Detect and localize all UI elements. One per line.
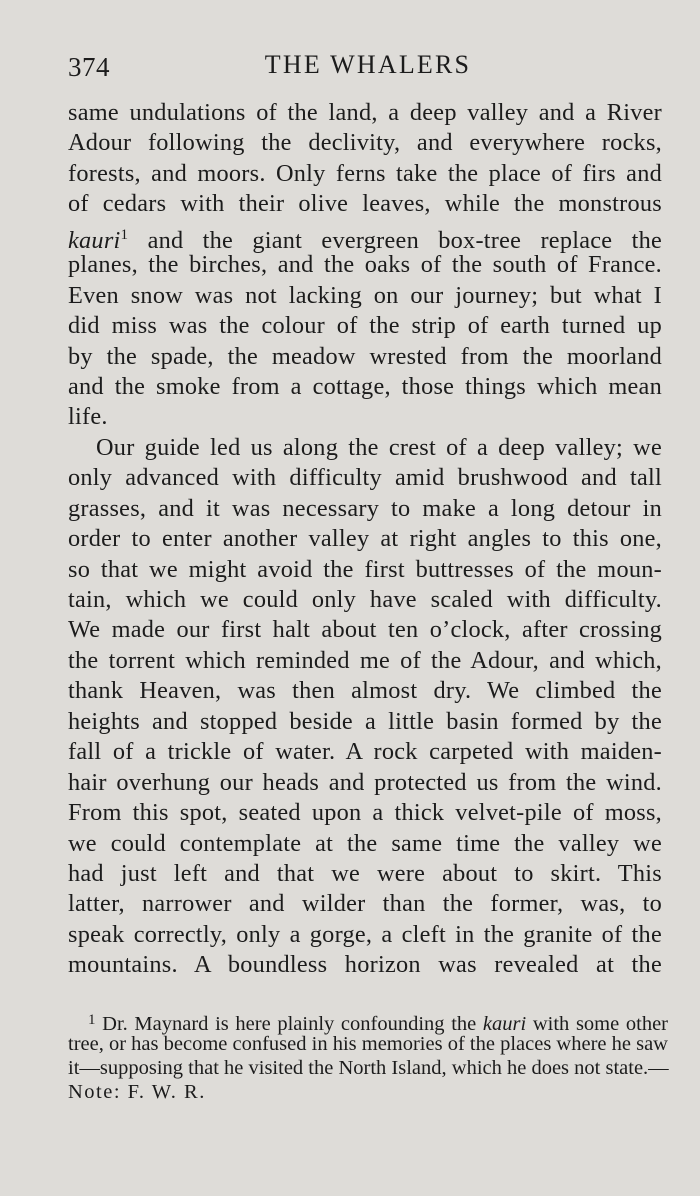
text-line: so that we might avoid the first buttresses of the moun- (68, 555, 662, 583)
text-line: Our guide led us along the crest of a deep valley; we (96, 433, 662, 461)
footnote-line: it—supposing that he visited the North Island, which he does not state.— (68, 1057, 669, 1079)
text-line: From this spot, seated upon a thick velvet-pile of moss, (68, 799, 662, 827)
text-line: tain, which we could only have scaled with difficulty. (68, 586, 662, 613)
text-line: Even snow was not lacking on our journey; but what I (68, 281, 662, 309)
text-line: latter, narrower and wilder than the former, was, to (68, 890, 662, 918)
footnote-marker: 1 (88, 1012, 96, 1028)
footnote-text: with some other (532, 1013, 669, 1035)
kauri-term: kauri (68, 226, 121, 254)
text-line: and the smoke from a cottage, those things which mean (68, 372, 662, 400)
text-line: hair overhung our heads and protected us from the wind. (68, 768, 662, 796)
text-line: heights and stopped beside a little basin formed by the (68, 707, 662, 735)
text-line: only advanced with difficulty amid brushwood and tall (68, 464, 662, 492)
text-line: grasses, and it was necessary to make a long detour in (68, 494, 662, 522)
text-line: Adour following the declivity, and everywhere rocks, (68, 129, 662, 157)
text-line: of cedars with their olive leaves, while the monstrous (68, 190, 662, 218)
footnote (68, 1008, 668, 1104)
text-line: planes, the birches, and the oaks of the south of France. (68, 251, 662, 279)
text-line: same undulations of the land, a deep valley and a River (68, 99, 662, 126)
text-line: we could contemplate at the same time the valley we (68, 829, 662, 857)
text-line: life. (68, 403, 108, 431)
footnote-line: Note: F. W. R. (68, 1081, 206, 1103)
text-line: order to enter another valley at right angles to this one, (68, 525, 662, 553)
text-line: speak correctly, only a gorge, a cleft in the granite of the (68, 920, 662, 948)
text-line: did miss was the colour of the strip of earth turned up (68, 312, 662, 340)
kauri-term: kauri (482, 1013, 527, 1035)
footnote-line (68, 1008, 669, 1035)
footnote-line: tree, or has become confused in his memories of the places where he saw (68, 1033, 668, 1055)
text-line: forests, and moors. Only ferns take the place of firs and (68, 159, 662, 187)
text-line: thank Heaven, was then almost dry. We climbed the (68, 677, 662, 705)
footnote-text: Dr. Maynard is here plainly confounding the (102, 1013, 477, 1035)
footnote-reference: 1 (120, 226, 129, 243)
text-line: fall of a trickle of water. A rock carpeted with maiden- (68, 738, 662, 766)
text-line (68, 220, 663, 254)
page-number: 374 (68, 52, 110, 82)
text-line: by the spade, the meadow wrested from the moorland (68, 342, 662, 370)
body-text (68, 98, 662, 981)
text-line-rest: and the giant evergreen box-tree replace the (147, 226, 663, 254)
text-line: mountains. A boundless horizon was revealed at the (68, 951, 662, 979)
running-title: THE WHALERS (264, 50, 472, 79)
text-line: We made our first halt about ten o’clock, after crossing (68, 616, 662, 644)
text-line: the torrent which reminded me of the Adour, and which, (68, 646, 662, 674)
text-line: had just left and that we were about to skirt. This (68, 859, 662, 887)
running-head (0, 46, 700, 86)
